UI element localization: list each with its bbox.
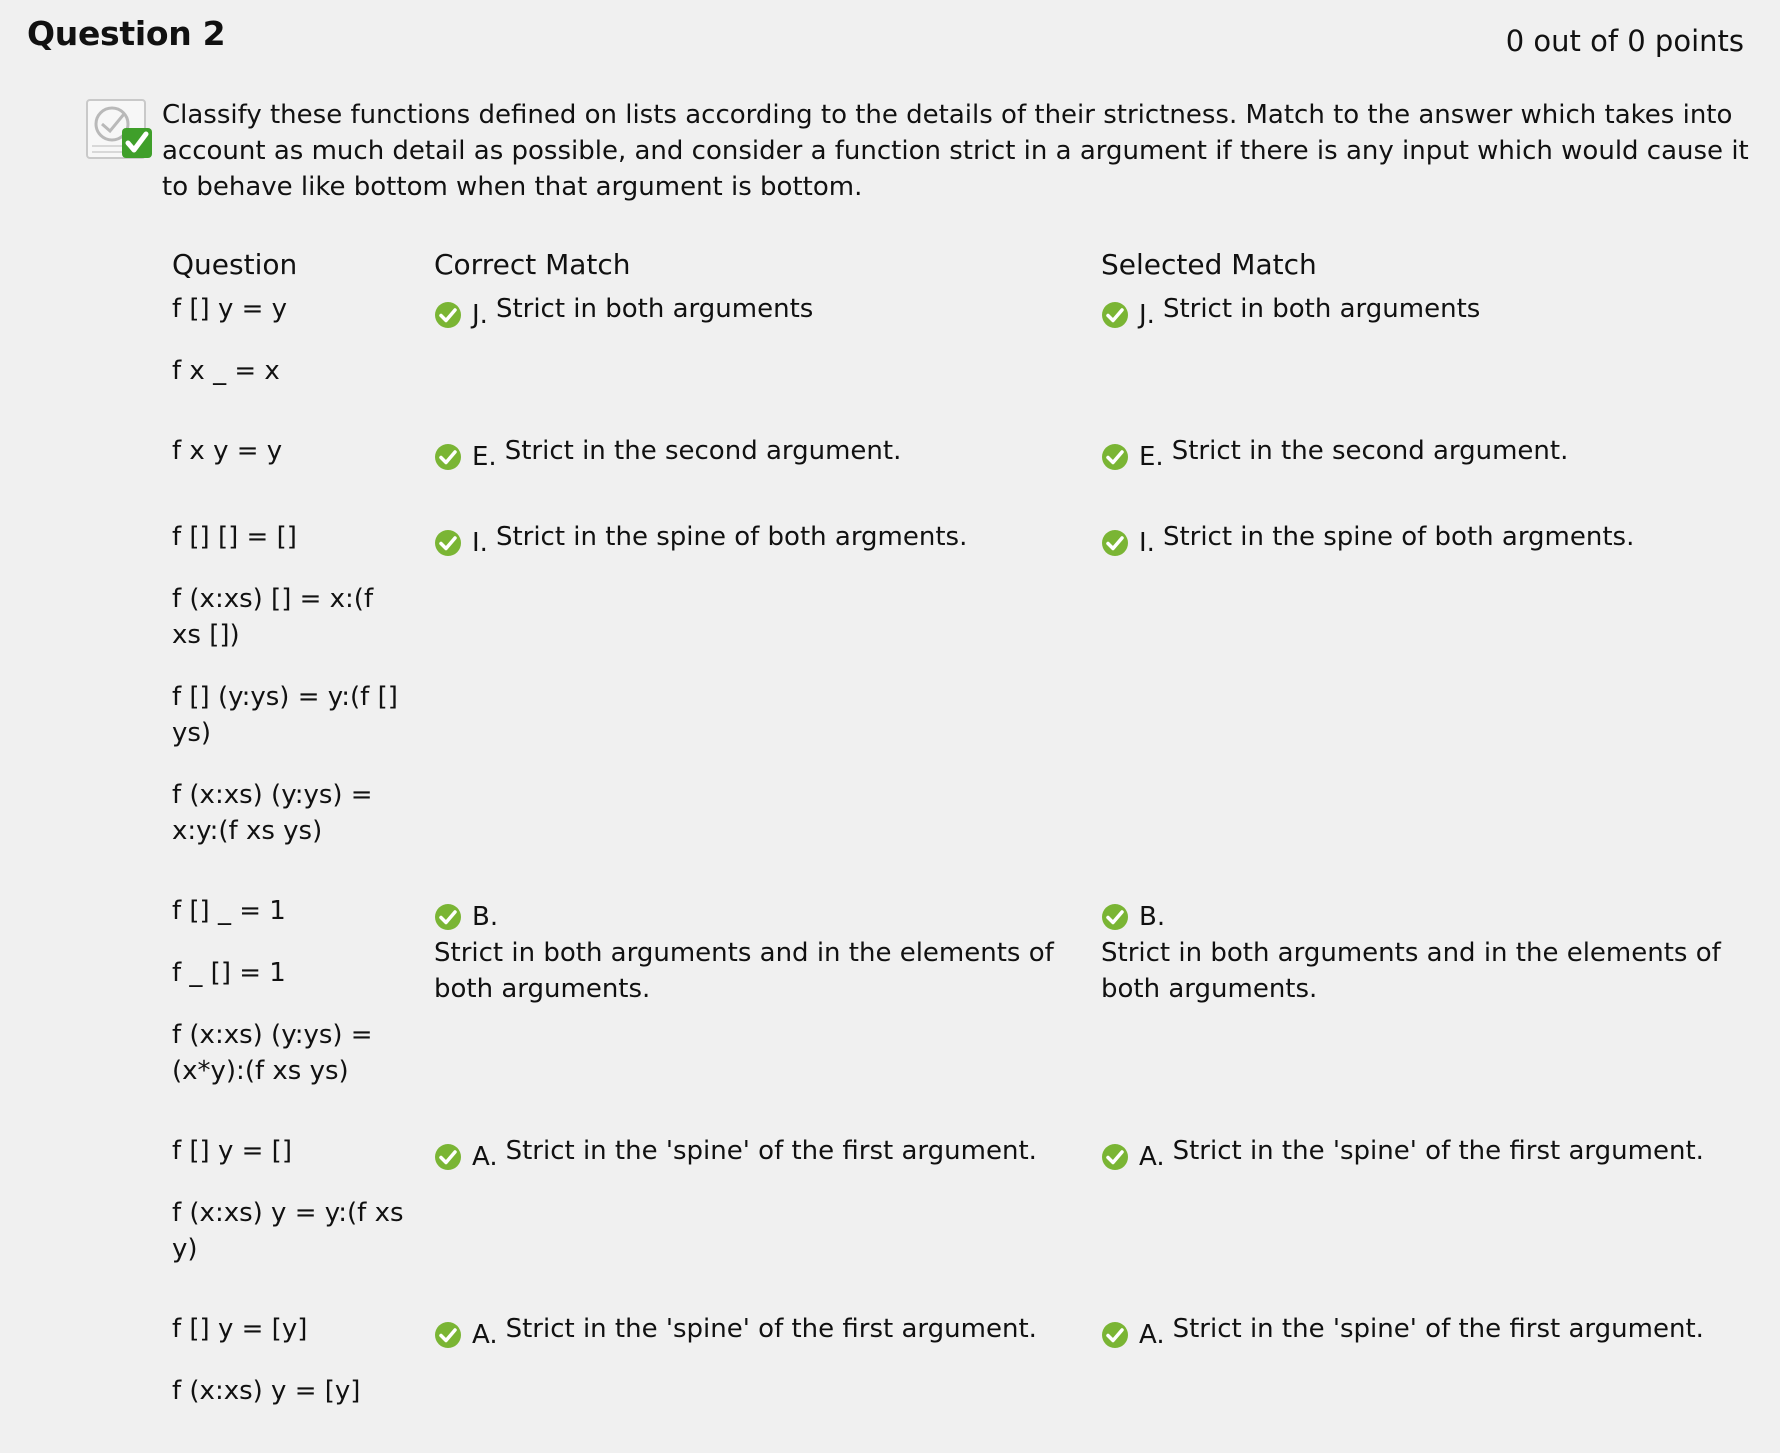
question-cell [160, 1311, 422, 1453]
question-line: f [] y = y [172, 294, 288, 324]
question-line: f [] (y:ys) = y:(f [] ys) [172, 682, 398, 748]
correct-check-icon [1101, 529, 1129, 557]
answer-letter: B. [472, 902, 499, 932]
table-row [160, 1133, 1756, 1311]
table-row [160, 291, 1756, 433]
answer-text: Strict in the spine of both argments. [495, 522, 968, 552]
answer-text: Strict in the second argument. [504, 436, 902, 466]
answer-text: Strict in both arguments [495, 294, 814, 324]
table-row [160, 519, 1756, 893]
correct-check-icon [434, 301, 462, 329]
answer-letter: J. [472, 300, 488, 330]
answer-letter: A. [472, 1142, 498, 1172]
question-cell [160, 519, 422, 893]
table-row [160, 1311, 1756, 1453]
selected-match-cell [1089, 433, 1756, 519]
correct-check-icon [1101, 443, 1129, 471]
selected-match-cell [1089, 519, 1756, 893]
question-line: f (x:xs) y = y:(f xs y) [172, 1198, 404, 1264]
correct-match-cell [422, 519, 1089, 893]
answer-text: Strict in the 'spine' of the first argument. [1172, 1314, 1704, 1344]
correct-match-cell [422, 1311, 1089, 1453]
correct-check-icon [1101, 301, 1129, 329]
correct-check-icon [434, 1143, 462, 1171]
question-line: f (x:xs) (y:ys) = (x*y):(f xs ys) [172, 1020, 373, 1086]
question-line: f (x:xs) y = [y] [172, 1376, 361, 1406]
answer-text: Strict in both arguments and in the elements of both arguments. [434, 938, 1054, 1004]
answer-text: Strict in the 'spine' of the first argument. [1172, 1136, 1704, 1166]
question-title: Question 2 [27, 14, 226, 53]
question-cell [160, 433, 422, 519]
correct-check-icon [434, 529, 462, 557]
question-review-icon [86, 96, 152, 162]
header-question: Question [172, 248, 298, 281]
header-selected-match: Selected Match [1101, 248, 1317, 281]
selected-match-cell [1089, 1311, 1756, 1453]
answer-text: Strict in both arguments and in the elements of both arguments. [1101, 938, 1721, 1004]
selected-match-cell [1089, 291, 1756, 433]
answer-letter: B. [1139, 902, 1166, 932]
correct-match-cell [422, 893, 1089, 1133]
question-line: f [] y = [] [172, 1136, 292, 1166]
answer-letter: A. [472, 1320, 498, 1350]
answer-letter: E. [1139, 442, 1164, 472]
question-cell [160, 893, 422, 1133]
table-row [160, 893, 1756, 1133]
correct-check-icon [1101, 1321, 1129, 1349]
question-line: f [] y = [y] [172, 1314, 308, 1344]
match-table [160, 247, 1756, 1453]
correct-check-icon [1101, 1143, 1129, 1171]
question-line: f x _ = x [172, 356, 280, 386]
selected-match-cell [1089, 1133, 1756, 1311]
answer-text: Strict in the 'spine' of the first argument. [505, 1136, 1037, 1166]
answer-text: Strict in the 'spine' of the first argument. [505, 1314, 1037, 1344]
header-correct-match: Correct Match [434, 248, 631, 281]
answer-letter: A. [1139, 1320, 1165, 1350]
answer-text: Strict in both arguments [1162, 294, 1481, 324]
question-cell [160, 1133, 422, 1311]
correct-check-icon [434, 1321, 462, 1349]
question-line: f [] [] = [] [172, 522, 297, 552]
correct-match-cell [422, 291, 1089, 433]
table-row [160, 433, 1756, 519]
question-prompt: Classify these functions defined on lists according to the details of their strictness. Match to the answer which takes into account as much detail as possible, and consider a function strict in a argument if there is any input which would cause it to behave like bottom when that argument is bottom. [162, 100, 1749, 202]
selected-match-cell [1089, 893, 1756, 1133]
question-line: f [] _ = 1 [172, 896, 286, 926]
question-points: 0 out of 0 points [1505, 24, 1744, 58]
answer-letter: J. [1139, 300, 1155, 330]
answer-letter: E. [472, 442, 497, 472]
correct-match-cell [422, 1133, 1089, 1311]
question-line: f (x:xs) (y:ys) = x:y:(f xs ys) [172, 780, 373, 846]
correct-check-icon [434, 443, 462, 471]
answer-letter: I. [472, 528, 488, 558]
answer-text: Strict in the spine of both argments. [1162, 522, 1635, 552]
question-line: f _ [] = 1 [172, 958, 286, 988]
answer-text: Strict in the second argument. [1171, 436, 1569, 466]
answer-letter: I. [1139, 528, 1155, 558]
question-cell [160, 291, 422, 433]
answer-letter: A. [1139, 1142, 1165, 1172]
correct-check-icon [434, 903, 462, 931]
correct-match-cell [422, 433, 1089, 519]
correct-check-icon [1101, 903, 1129, 931]
question-line: f x y = y [172, 436, 283, 466]
question-line: f (x:xs) [] = x:(f xs []) [172, 584, 374, 650]
